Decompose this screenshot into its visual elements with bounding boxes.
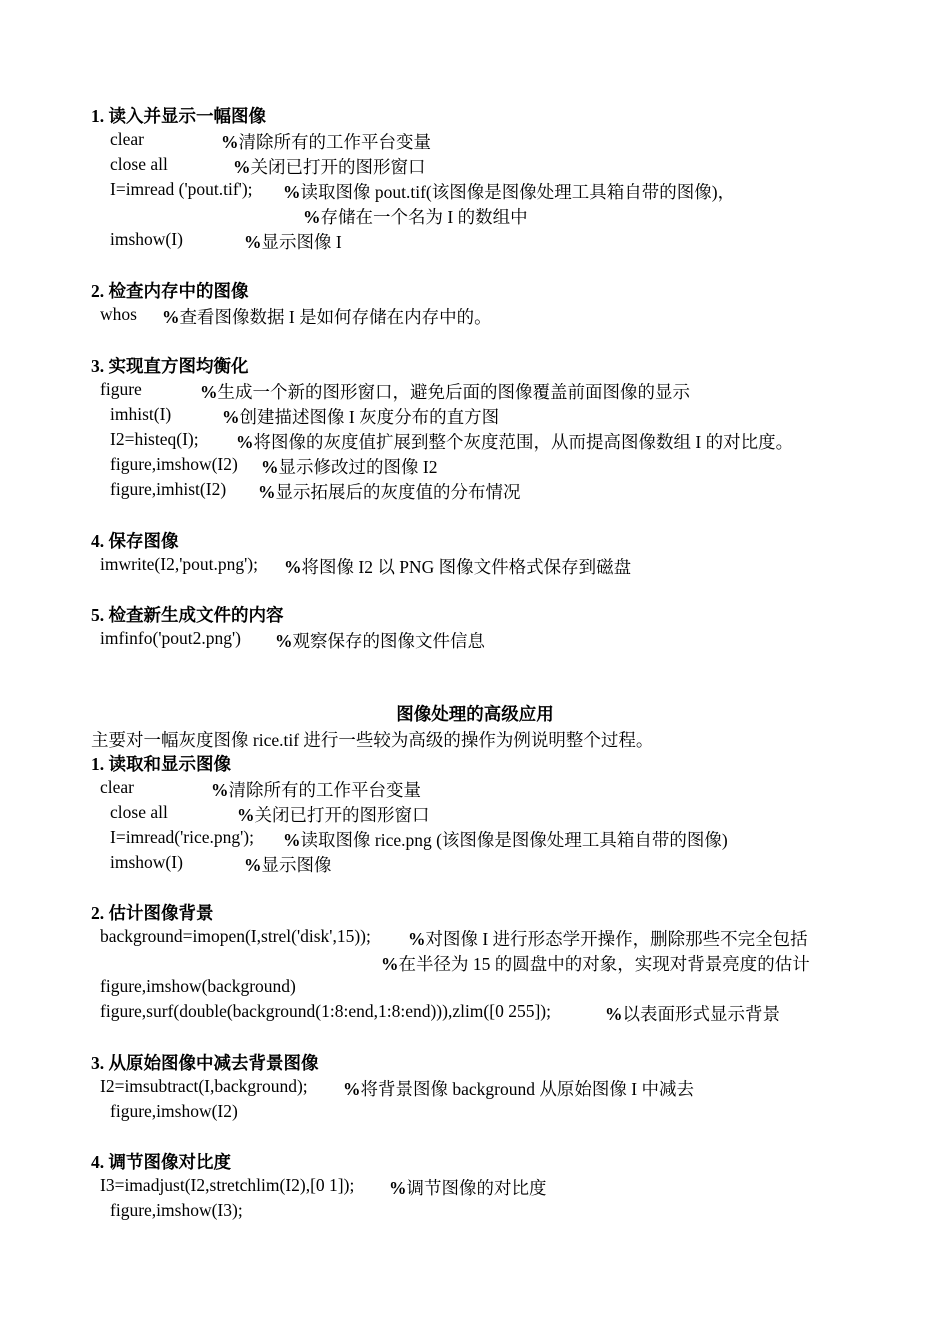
code-text: figure,imhist(I2) <box>110 479 227 499</box>
comment-text: %存储在一个名为 I 的数组中 <box>303 207 528 227</box>
code-text: I2=histeq(I); <box>110 429 199 449</box>
code-text: I3=imadjust(I2,stretchlim(I2),[0 1]); <box>100 1175 355 1195</box>
comment-text: %关闭已打开的图形窗口 <box>237 805 430 825</box>
comment-text: %显示拓展后的灰度值的分布情况 <box>258 482 521 502</box>
code-text: I=imread('rice.png'); <box>110 827 254 847</box>
comment-text: %在半径为 15 的圆盘中的对象，实现对背景亮度的估计 <box>381 954 810 974</box>
section-heading: 3. 实现直方图均衡化 <box>91 356 249 376</box>
page-title: 图像处理的高级应用 <box>396 704 554 724</box>
comment-text: %调节图像的对比度 <box>389 1178 547 1198</box>
intro-text: 主要对一幅灰度图像 rice.tif 进行一些较为高级的操作为例说明整个过程。 <box>91 730 654 750</box>
section-heading: 3. 从原始图像中减去背景图像 <box>91 1053 319 1073</box>
code-text: close all <box>110 154 168 174</box>
code-text: whos <box>100 304 137 324</box>
section-heading: 1. 读入并显示一幅图像 <box>91 106 266 126</box>
comment-text: %创建描述图像 I 灰度分布的直方图 <box>222 407 500 427</box>
code-text: background=imopen(I,strel('disk',15)); <box>100 926 371 946</box>
code-text: figure,imshow(I2) <box>110 1101 238 1121</box>
comment-text: %读取图像 rice.png (该图像是图像处理工具箱自带的图像) <box>283 830 728 850</box>
comment-text: %生成一个新的图形窗口，避免后面的图像覆盖前面图像的显示 <box>200 382 690 402</box>
code-text: figure <box>100 379 142 399</box>
comment-text: %将图像 I2 以 PNG 图像文件格式保存到磁盘 <box>284 557 632 577</box>
code-text: imhist(I) <box>110 404 172 424</box>
code-text: I2=imsubtract(I,background); <box>100 1076 308 1096</box>
section-heading: 5. 检查新生成文件的内容 <box>91 605 284 625</box>
section-heading: 2. 检查内存中的图像 <box>91 281 249 301</box>
code-text: figure,surf(double(background(1:8:end,1:8:end))),zlim([0 255]); <box>100 1001 551 1021</box>
comment-text: %显示修改过的图像 I2 <box>261 457 438 477</box>
code-text: figure,imshow(I2) <box>110 454 238 474</box>
comment-text: %将背景图像 background 从原始图像 I 中减去 <box>343 1079 694 1099</box>
comment-text: %清除所有的工作平台变量 <box>221 132 431 152</box>
section-heading: 2. 估计图像背景 <box>91 903 214 923</box>
code-text: imwrite(I2,'pout.png'); <box>100 554 258 574</box>
code-text: I=imread ('pout.tif'); <box>110 179 253 199</box>
section-heading: 1. 读取和显示图像 <box>91 754 231 774</box>
section-heading: 4. 调节图像对比度 <box>91 1152 231 1172</box>
code-text: figure,imshow(I3); <box>110 1200 243 1220</box>
comment-text: %读取图像 pout.tif(该图像是图像处理工具箱自带的图像)， <box>283 182 736 202</box>
section-heading: 4. 保存图像 <box>91 531 179 551</box>
code-text: imshow(I) <box>110 852 183 872</box>
comment-text: %关闭已打开的图形窗口 <box>233 157 426 177</box>
code-text: clear <box>100 777 134 797</box>
code-text: figure,imshow(background) <box>100 976 296 996</box>
code-text: clear <box>110 129 144 149</box>
code-text: imshow(I) <box>110 229 183 249</box>
comment-text: %显示图像 I <box>244 232 342 252</box>
comment-text: %清除所有的工作平台变量 <box>211 780 421 800</box>
comment-text: %将图像的灰度值扩展到整个灰度范围，从而提高图像数组 I 的对比度。 <box>236 432 794 452</box>
code-text: close all <box>110 802 168 822</box>
code-text: imfinfo('pout2.png') <box>100 628 241 648</box>
comment-text: %对图像 I 进行形态学开操作，删除那些不完全包括 <box>408 929 808 949</box>
comment-text: %查看图像数据 I 是如何存储在内存中的。 <box>162 307 492 327</box>
comment-text: %以表面形式显示背景 <box>605 1004 780 1024</box>
comment-text: %显示图像 <box>244 855 332 875</box>
comment-text: %观察保存的图像文件信息 <box>275 631 485 651</box>
